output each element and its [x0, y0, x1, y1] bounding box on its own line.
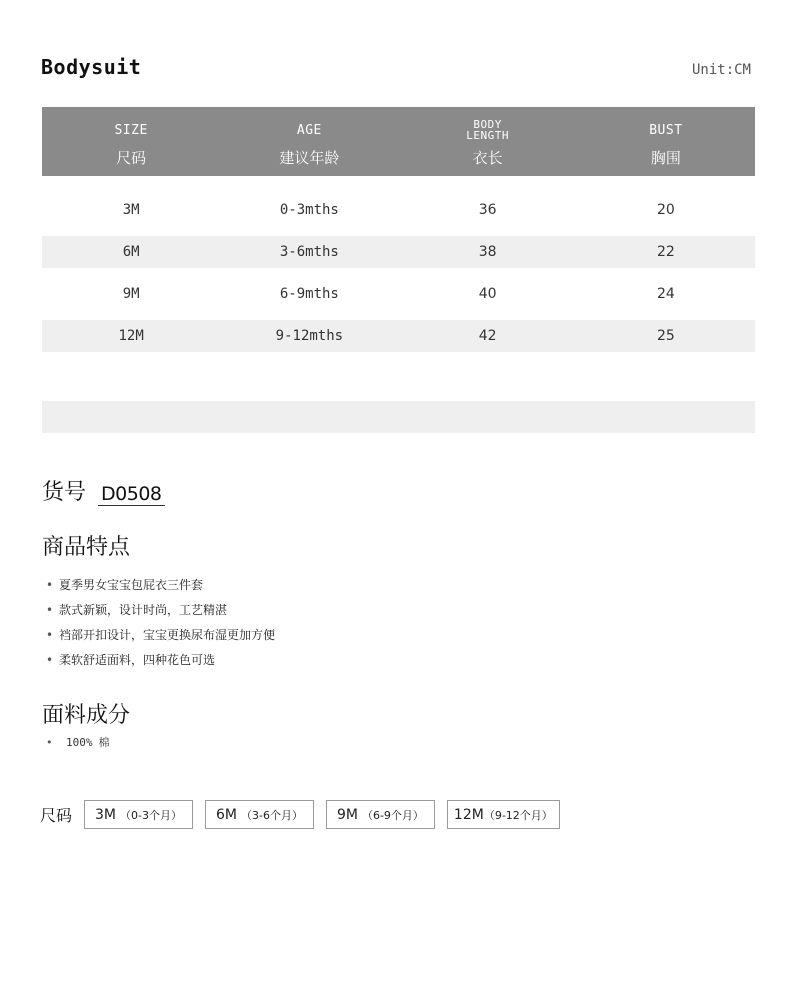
size-option-range: （3-6个月）	[240, 808, 303, 822]
list-item	[46, 597, 275, 622]
product-title: Bodysuit	[41, 55, 142, 79]
cell-size: 12M	[118, 328, 144, 344]
feature-text: 夏季男女宝宝包屁衣三件套	[59, 578, 204, 592]
cell-size: 3M	[122, 202, 140, 218]
cell-age: 3-6mths	[279, 244, 339, 260]
header-body-length	[399, 107, 577, 176]
size-option-size: 12M	[453, 806, 484, 823]
cell-size: 6M	[122, 244, 140, 260]
cell-bust: 22	[656, 244, 675, 260]
bullet-icon: •	[46, 577, 54, 592]
size-option-12m[interactable]	[447, 800, 560, 829]
table-row	[42, 278, 755, 310]
fabric-material: 棉	[98, 736, 110, 749]
cell-body-length: 36	[478, 202, 497, 218]
size-option-size: 3M	[95, 806, 117, 823]
sku-code: D0508	[98, 483, 164, 506]
table-row	[42, 236, 755, 268]
bullet-icon: •	[46, 652, 54, 667]
header-size-cn: 尺码	[116, 149, 147, 167]
size-option-3m[interactable]	[84, 800, 193, 829]
cell-body-length: 38	[478, 244, 497, 260]
cell-bust: 25	[656, 328, 675, 344]
size-option-size: 6M	[215, 806, 237, 823]
header-bust-en: BUST	[649, 122, 683, 138]
bullet-icon: •	[46, 602, 54, 617]
feature-text: 款式新颖，设计时尚，工艺精湛	[59, 603, 228, 617]
cell-age: 9-12mths	[275, 328, 344, 344]
cell-size: 9M	[122, 286, 140, 302]
table-header	[42, 107, 755, 176]
size-chart-table	[42, 107, 755, 352]
header-bust	[577, 107, 755, 176]
size-option-size: 9M	[336, 806, 358, 823]
table-row	[42, 194, 755, 226]
cell-body-length: 42	[478, 328, 497, 344]
header-size	[42, 107, 220, 176]
feature-text: 柔软舒适面料，四种花色可选	[59, 653, 216, 667]
fabric-item	[46, 734, 110, 750]
size-option-range: （6-9个月）	[361, 808, 424, 822]
cell-bust: 20	[656, 202, 675, 218]
size-selector	[40, 800, 572, 829]
header-age-cn: 建议年龄	[279, 149, 340, 167]
size-option-range: （0-3个月）	[120, 808, 182, 822]
header-age-en: AGE	[296, 122, 322, 138]
features-list	[46, 572, 275, 672]
list-item	[46, 647, 275, 672]
header-body-length-cn: 衣长	[472, 149, 503, 167]
fabric-percent: 100%	[66, 735, 93, 749]
header-age	[220, 107, 398, 176]
empty-table-row	[42, 401, 755, 433]
size-option-range: （9-12个月）	[483, 808, 553, 822]
feature-text: 裆部开扣设计，宝宝更换尿布湿更加方便	[59, 628, 276, 642]
bullet-icon: •	[46, 735, 53, 749]
bullet-icon: •	[46, 627, 54, 642]
list-item	[46, 622, 275, 647]
header-bust-cn: 胸围	[650, 149, 681, 167]
unit-label: Unit:CM	[691, 62, 751, 78]
sku-label: 货号	[42, 480, 87, 505]
sku-line	[42, 475, 165, 506]
cell-bust: 24	[656, 286, 675, 302]
cell-body-length: 40	[478, 286, 497, 302]
size-option-6m[interactable]	[205, 800, 314, 829]
list-item	[46, 572, 275, 597]
header-size-en: SIZE	[114, 122, 148, 138]
header-body-length-en: BODY LENGTH	[466, 118, 509, 142]
features-heading: 商品特点	[42, 535, 131, 560]
table-row	[42, 320, 755, 352]
fabric-heading: 面料成分	[42, 703, 131, 728]
cell-age: 6-9mths	[279, 286, 339, 302]
cell-age: 0-3mths	[279, 202, 339, 218]
size-selector-label: 尺码	[40, 806, 73, 825]
size-option-9m[interactable]	[326, 800, 435, 829]
